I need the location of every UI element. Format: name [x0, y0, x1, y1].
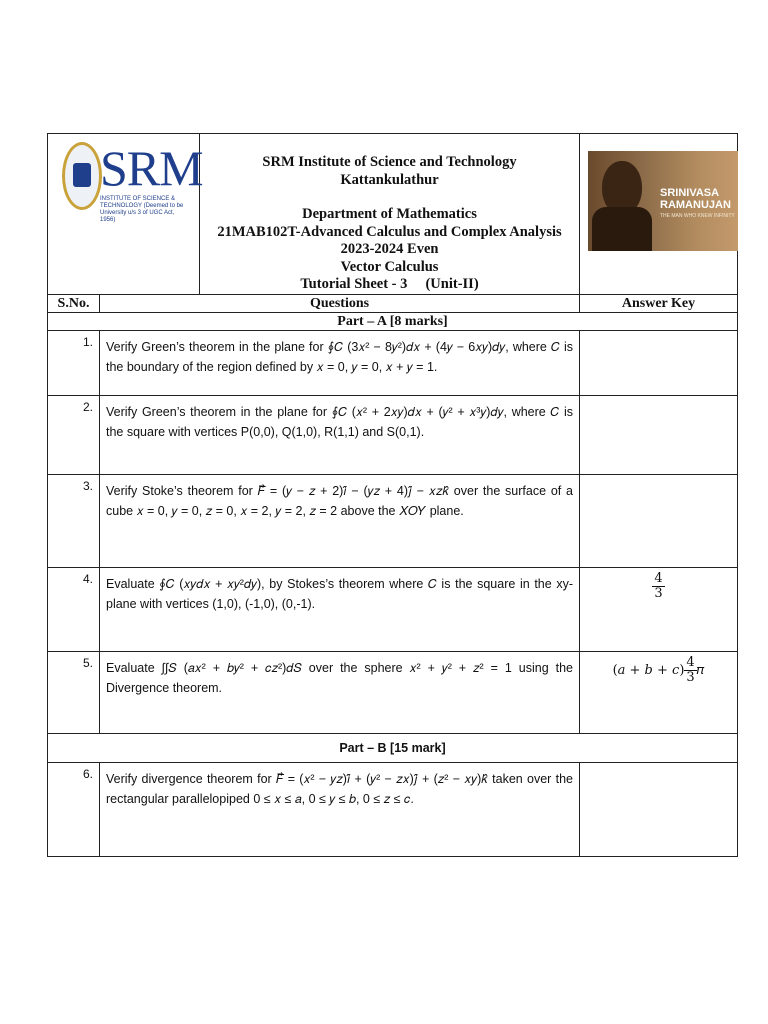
answer-cell: [580, 763, 738, 857]
answer-denominator: 3: [686, 670, 695, 685]
answer-cell: [580, 475, 738, 568]
header-block: [200, 134, 579, 294]
answer-suffix: 𝜋: [696, 663, 705, 678]
portrait-name: SRINIVASA RAMANUJAN: [660, 187, 731, 211]
table-row: [48, 652, 738, 734]
col-questions: Questions: [100, 295, 580, 313]
answer-fraction: [684, 656, 696, 685]
question-table: [47, 133, 738, 857]
table-row: [48, 763, 738, 857]
tutorial-sheet: [47, 133, 737, 857]
answer-fraction: [652, 572, 664, 601]
question-text: Verify divergence theorem for 𝐹⃗ = (𝑥² − 𝑦𝑧)𝑖̂ + (𝑦² − 𝑧𝑥)𝑗̂ + (𝑧² − 𝑥𝑦)𝑘̂ taken over the rectangular parallelopiped 0 ≤ 𝑥 ≤ 𝑎, 0 ≤ 𝑦 ≤ 𝑏, 0 ≤ 𝑧 ≤ 𝑐.: [100, 763, 580, 857]
body-shape: [592, 207, 652, 251]
answer-prefix: (𝑎 + 𝑏 + 𝑐): [612, 663, 685, 678]
table-row: [48, 396, 738, 475]
question-text: Evaluate ∮𝐶 (𝑥𝑦𝑑𝑥 + 𝑥𝑦²𝑑𝑦), by Stokes’s theorem where 𝐶 is the square in the xy-plane with vertices (1,0), (-1,0), (0,-1).: [100, 568, 580, 652]
part-b-label: Part – B [15 mark]: [48, 734, 738, 763]
table-row: [48, 331, 738, 396]
sheet-title: Tutorial Sheet - 3 (Unit-II): [300, 276, 479, 292]
part-a-row: [48, 313, 738, 331]
question-number: 2.: [48, 396, 100, 475]
question-number: 4.: [48, 568, 100, 652]
question-number: 6.: [48, 763, 100, 857]
question-text: Verify Green’s theorem in the plane for ∮𝐶 (3𝑥² − 8𝑦²)𝑑𝑥 + (4𝑦 − 6𝑥𝑦)𝑑𝑦, where 𝐶 is the boundary of the region defined by 𝑥 = 0, 𝑦 = 0, 𝑥 + 𝑦 = 1.: [100, 331, 580, 396]
srm-logo: [48, 134, 203, 223]
question-text: Evaluate ∫∫𝑆 (𝑎𝑥² + 𝑏𝑦² + 𝑐𝑧²)𝑑𝑆 over the sphere 𝑥² + 𝑦² + 𝑧² = 1 using the Divergence theorem.: [100, 652, 580, 734]
title-cell: [200, 134, 580, 295]
portrait-tagline: THE MAN WHO KNEW INFINITY: [660, 213, 735, 219]
institute-name: SRM Institute of Science and Technology: [262, 154, 517, 170]
ramanujan-portrait: [588, 151, 738, 251]
col-answer: Answer Key: [580, 295, 738, 313]
topic: Vector Calculus: [340, 258, 439, 275]
table-row: [48, 475, 738, 568]
part-a-label: Part – A [8 marks]: [48, 313, 738, 331]
part-b-row: [48, 734, 738, 763]
question-number: 1.: [48, 331, 100, 396]
department-name: Department of Mathematics: [302, 206, 477, 222]
question-number: 5.: [48, 652, 100, 734]
table-row: [48, 568, 738, 652]
logo-subtext: INSTITUTE OF SCIENCE & TECHNOLOGY (Deemed to be University u/s 3 of UGC Act, 1956): [100, 196, 184, 223]
question-text: Verify Green’s theorem in the plane for ∮𝐶 (𝑥² + 2𝑥𝑦)𝑑𝑥 + (𝑦² + 𝑥³𝑦)𝑑𝑦, where 𝐶 is the square with vertices P(0,0), Q(1,0), R(1,1) and S(0,1).: [100, 396, 580, 475]
col-sno: S.No.: [48, 295, 100, 313]
campus-name: Kattankulathur: [340, 171, 439, 188]
answer-denominator: 3: [654, 586, 663, 601]
session: 2023-2024 Even: [340, 241, 439, 257]
logo-text: SRM: [100, 140, 203, 196]
emblem-icon: [62, 142, 102, 210]
question-text: Verify Stoke’s theorem for 𝐹⃗ = (𝑦 − 𝑧 + 2)𝑖̂ − (𝑦𝑧 + 4)𝑗̂ − 𝑥𝑧𝑘̂ over the surface of a cube 𝑥 = 0, 𝑦 = 0, 𝑧 = 0, 𝑥 = 2, 𝑦 = 2, 𝑧 = 2 above the 𝑋𝑂𝑌 plane.: [100, 475, 580, 568]
logo-cell: [48, 134, 203, 295]
answer-cell: [580, 652, 738, 734]
course-title: 21MAB102T-Advanced Calculus and Complex Analysis: [217, 223, 562, 240]
header-row: [48, 134, 738, 295]
answer-cell: [580, 331, 738, 396]
answer-numerator: 4: [686, 655, 695, 670]
answer-cell: [580, 568, 738, 652]
column-header-row: [48, 295, 738, 313]
portrait-cell: [580, 134, 738, 295]
answer-cell: [580, 396, 738, 475]
answer-numerator: 4: [654, 571, 663, 586]
question-number: 3.: [48, 475, 100, 568]
